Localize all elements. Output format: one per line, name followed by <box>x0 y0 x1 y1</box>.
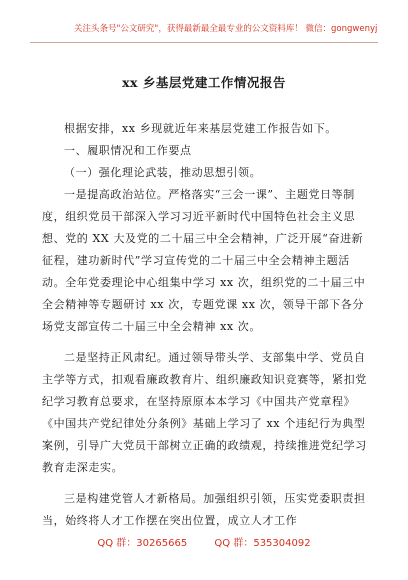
body-paragraph-3: 三是构建党管人才新格局。加强组织引领，压实党委职责担当，始终将人才工作摆在突出位置，成立人才工作 <box>42 492 366 527</box>
document-title: xx 乡基层党建工作情况报告 <box>122 75 286 90</box>
document-body <box>42 118 372 532</box>
subheading: （一）强化理论武装，推动思想引领。 <box>64 166 262 179</box>
qq-group-2: QQ 群：535304092 <box>214 538 311 549</box>
section-heading: 一、履职情况和工作要点 <box>64 144 192 157</box>
header-divider <box>30 42 378 43</box>
body-paragraph-1: 一是提高政治站位。严格落实“三会一课”、主题党日等制度，组织党员干部深入学习习近平新时代中国特色社会主义思想、党的 XX 大及党的二十届三中全会精神，广泛开展“奋进新征程，建功新时代”学习宣传党的二十届三中全会精神主题活动。全年党委理论中心组集中学习 xx 次，组织党的二十届三中全会精神等专题研讨 xx 次，专题党课 xx 次，领导干部下各分场党支部宣传二十届三中全会精神 xx 次。 <box>42 188 366 333</box>
promo-header <box>0 0 408 50</box>
intro-paragraph: 根据安排，xx 乡现就近年来基层党建工作报告如下。 <box>64 122 337 135</box>
promo-text: 关注头条号"公文研究"，获得最新最全最专业的公文资料库！ 微信：gongwenyj <box>74 24 378 34</box>
body-paragraph-2: 二是坚持正风肃纪。通过领导带头学、支部集中学、党员自主学等方式，扣观看廉政教育片、组织廉政知识竞赛等，紧扣党纪学习教育总要求，在坚持原原本本学习《中国共产党章程》《中国共产党纪律处分条例》基础上学习了 xx 个违纪行为典型案例，引导广大党员干部树立正确的政绩观，持续推进党纪学习教育走深走实。 <box>42 351 367 474</box>
qq-group-1: QQ 群：30265665 <box>97 538 188 549</box>
qq-footer <box>0 534 408 549</box>
